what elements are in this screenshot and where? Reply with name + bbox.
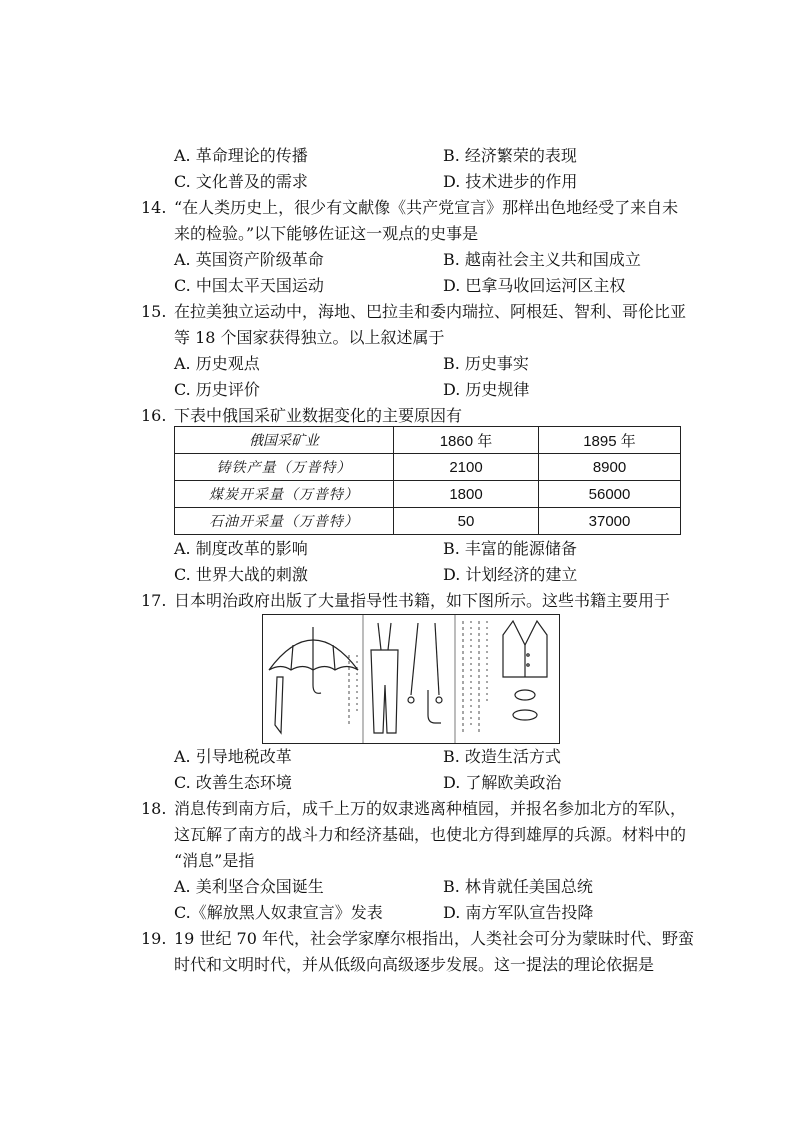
q17-option-d: D. 了解欧美政治 [443,773,562,792]
q13-option-d: D. 技术进步的作用 [443,172,578,191]
table-cell: 1800 [394,481,539,508]
table-cell: 50 [394,508,539,535]
q16-stem-line1: 下表中俄国采矿业数据变化的主要原因有 [174,406,463,425]
q19-stem-line1: 19 世纪 70 年代，社会学家摩尔根指出，人类社会可分为蒙昧时代、野蛮 [174,929,694,948]
q16-option-a: A. 制度改革的影响 [174,539,308,558]
russia-mining-table [174,426,681,535]
q14-option-a: A. 英国资产阶级革命 [174,250,324,269]
q17-number: 17. [141,591,167,610]
table-header-cell: 1860 年 [394,427,539,454]
q18-option-d: D. 南方军队宣告投降 [443,903,594,922]
q18-number: 18. [141,799,167,818]
q13-option-c: C. 文化普及的需求 [174,172,308,191]
table-cell: 56000 [539,481,681,508]
q13-option-b: B. 经济繁荣的表现 [443,146,577,165]
q16-number: 16. [141,406,167,425]
q19-number: 19. [141,929,167,948]
q15-number: 15. [141,302,167,321]
q18-stem-line2: 这瓦解了南方的战斗力和经济基础，也使北方得到雄厚的兵源。材料中的 [174,825,687,844]
q18-stem-line1: 消息传到南方后，成千上万的奴隶逃离种植园，并报名参加北方的军队， [174,799,687,818]
q18-option-a: A. 美利坚合众国诞生 [174,877,324,896]
table-cell: 煤炭开采量（万普特） [175,481,394,508]
q17-option-a: A. 引导地税改革 [174,747,292,766]
q14-option-c: C. 中国太平天国运动 [174,276,324,295]
illustration-drawing [263,615,559,743]
q16-option-c: C. 世界大战的刺激 [174,565,308,584]
q15-stem-line1: 在拉美独立运动中，海地、巴拉圭和委内瑞拉、阿根廷、智利、哥伦比亚 [174,302,687,321]
q15-option-c: C. 历史评价 [174,380,260,399]
table-cell: 2100 [394,454,539,481]
q14-option-b: B. 越南社会主义共和国成立 [443,250,641,269]
table-row [175,508,681,535]
q17-option-b: B. 改造生活方式 [443,747,561,766]
meiji-book-illustration [262,614,560,744]
table-header-cell: 1895 年 [539,427,681,454]
q15-option-b: B. 历史事实 [443,354,529,373]
q16-option-d: D. 计划经济的建立 [443,565,578,584]
q19-stem-line2: 时代和文明时代，并从低级向高级逐步发展。这一提法的理论依据是 [174,955,655,974]
q14-stem-line2: 来的检验。”以下能够佐证这一观点的史事是 [174,224,479,243]
q18-stem-line3: “消息”是指 [174,851,255,870]
q17-stem-line1: 日本明治政府出版了大量指导性书籍，如下图所示。这些书籍主要用于 [174,591,671,610]
q18-option-c: C.《解放黑人奴隶宣言》发表 [174,903,383,922]
q15-option-d: D. 历史规律 [443,380,530,399]
q14-number: 14. [141,198,167,217]
q17-option-c: C. 改善生态环境 [174,773,292,792]
table-cell: 37000 [539,508,681,535]
q16-option-b: B. 丰富的能源储备 [443,539,577,558]
q13-option-a: A. 革命理论的传播 [174,146,308,165]
table-header-row [175,427,681,454]
table-cell: 铸铁产量（万普特） [175,454,394,481]
table-row [175,481,681,508]
table-row [175,454,681,481]
q14-stem-line1: “在人类历史上，很少有文献像《共产党宣言》那样出色地经受了来自未 [174,198,679,217]
table-cell: 石油开采量（万普特） [175,508,394,535]
q15-option-a: A. 历史观点 [174,354,260,373]
q15-stem-line2: 等 18 个国家获得独立。以上叙述属于 [174,328,445,347]
table-header-cell: 俄国采矿业 [175,427,394,454]
q18-option-b: B. 林肯就任美国总统 [443,877,593,896]
q14-option-d: D. 巴拿马收回运河区主权 [443,276,626,295]
table-cell: 8900 [539,454,681,481]
